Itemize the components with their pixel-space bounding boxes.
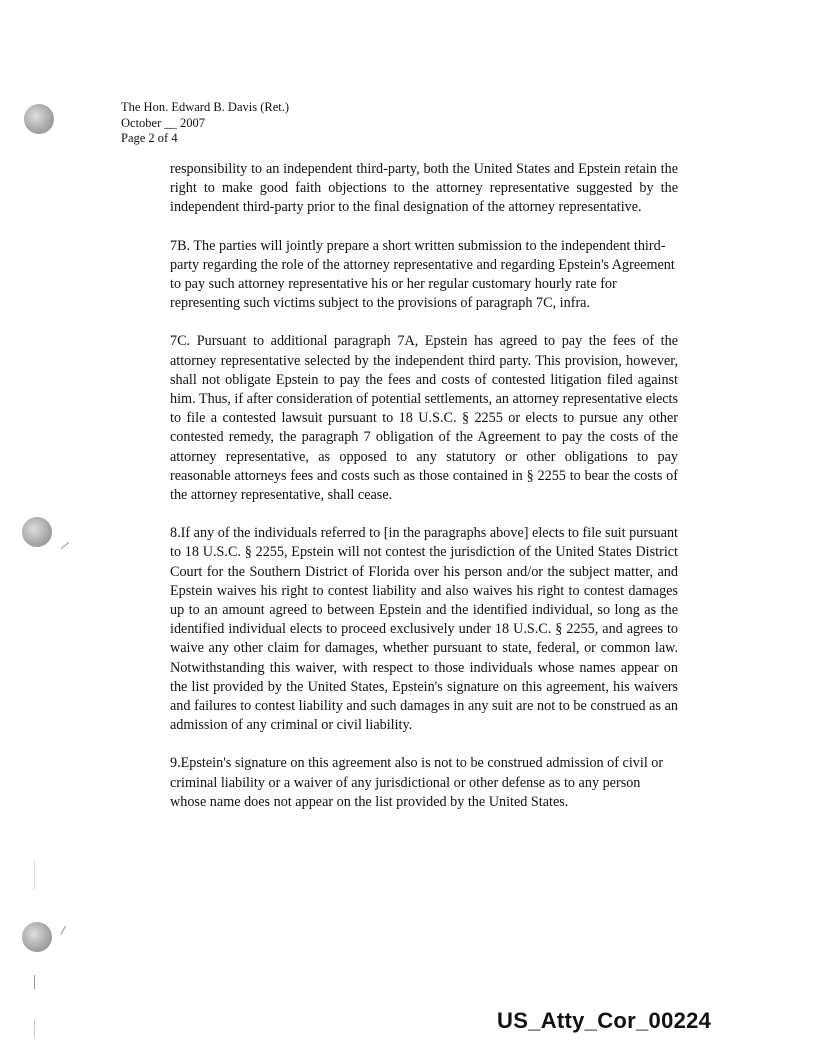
- punch-hole-bottom: [22, 922, 52, 952]
- letter-header: [121, 100, 289, 147]
- paragraph-8: 8.If any of the individuals referred to [in the paragraphs above] elects to file suit pursuant to 18 U.S.C. § 2255, Epstein will not contest the jurisdiction of the United States District Court for the Southern District of Florida over his person and/or the subject matter, and Epstein waives his right to contest liability and also waives his right to contest damages up to an amount agreed to between Epstein and the identified individual, so long as the identified individual elects to proceed exclusively under 18 U.S.C. § 2255, and agrees to waive any other claim for damages, whether pursuant to state, federal, or common law. Notwithstanding this waiver, with respect to those individuals whose names appear on the list provided by the United States, Epstein's signature on this agreement, his waivers and failures to contest liability and such damages in any suit are not to be construed as an admission of any criminal or civil liability.: [170, 525, 678, 734]
- letter-date: October __ 2007: [121, 115, 206, 130]
- letter-body: [170, 160, 678, 831]
- paragraph-7b: 7B. The parties will jointly prepare a short written submission to the independent third-party regarding the role of the attorney representative and regarding Epstein's Agreement to pay such attorney representative his or her regular customary hourly rate for representing such victims subject to the provisions of paragraph 7C, infra.: [170, 237, 675, 312]
- paragraph-continuation: responsibility to an independent third-party, both the United States and Epstein retain the right to make good faith objections to the attorney representative suggested by the independent third-party prior to the final designation of the attorney representative.: [170, 161, 678, 216]
- page-number: Page 2 of 4: [121, 131, 178, 145]
- paragraph-9: 9.Epstein's signature on this agreement also is not to be construed admission of civil or criminal liability or a waiver of any jurisdictional or other defense as to any person whose name does not appear on the list provided by the United States.: [170, 755, 664, 810]
- scan-mark: [60, 926, 66, 935]
- scan-mark: [34, 1020, 35, 1038]
- scan-mark: [34, 860, 35, 890]
- bates-number: US_Atty_Cor_00224: [497, 1008, 712, 1033]
- addressee: The Hon. Edward B. Davis (Ret.): [121, 100, 290, 114]
- scan-mark: [61, 542, 69, 549]
- punch-hole-top: [24, 104, 54, 134]
- paragraph-7c: 7C. Pursuant to additional paragraph 7A, Epstein has agreed to pay the fees of the attorney representative selected by the independent third party. This provision, however, shall not obligate Epstein to pay the fees and costs of contested litigation filed against him. Thus, if after consideration of potential settlements, an attorney representative elects to file a contested lawsuit pursuant to 18 U.S.C. § 2255 or elects to pursue any other contested remedy, the paragraph 7 obligation of the Agreement to pay the costs of the attorney representative, as opposed to any statutory or other obligations to pay reasonable attorneys fees and costs such as those contained in § 2255 to bear the costs of the attorney representative, shall cease.: [170, 333, 678, 504]
- scan-mark: [34, 975, 35, 989]
- punch-hole-middle: [22, 517, 52, 547]
